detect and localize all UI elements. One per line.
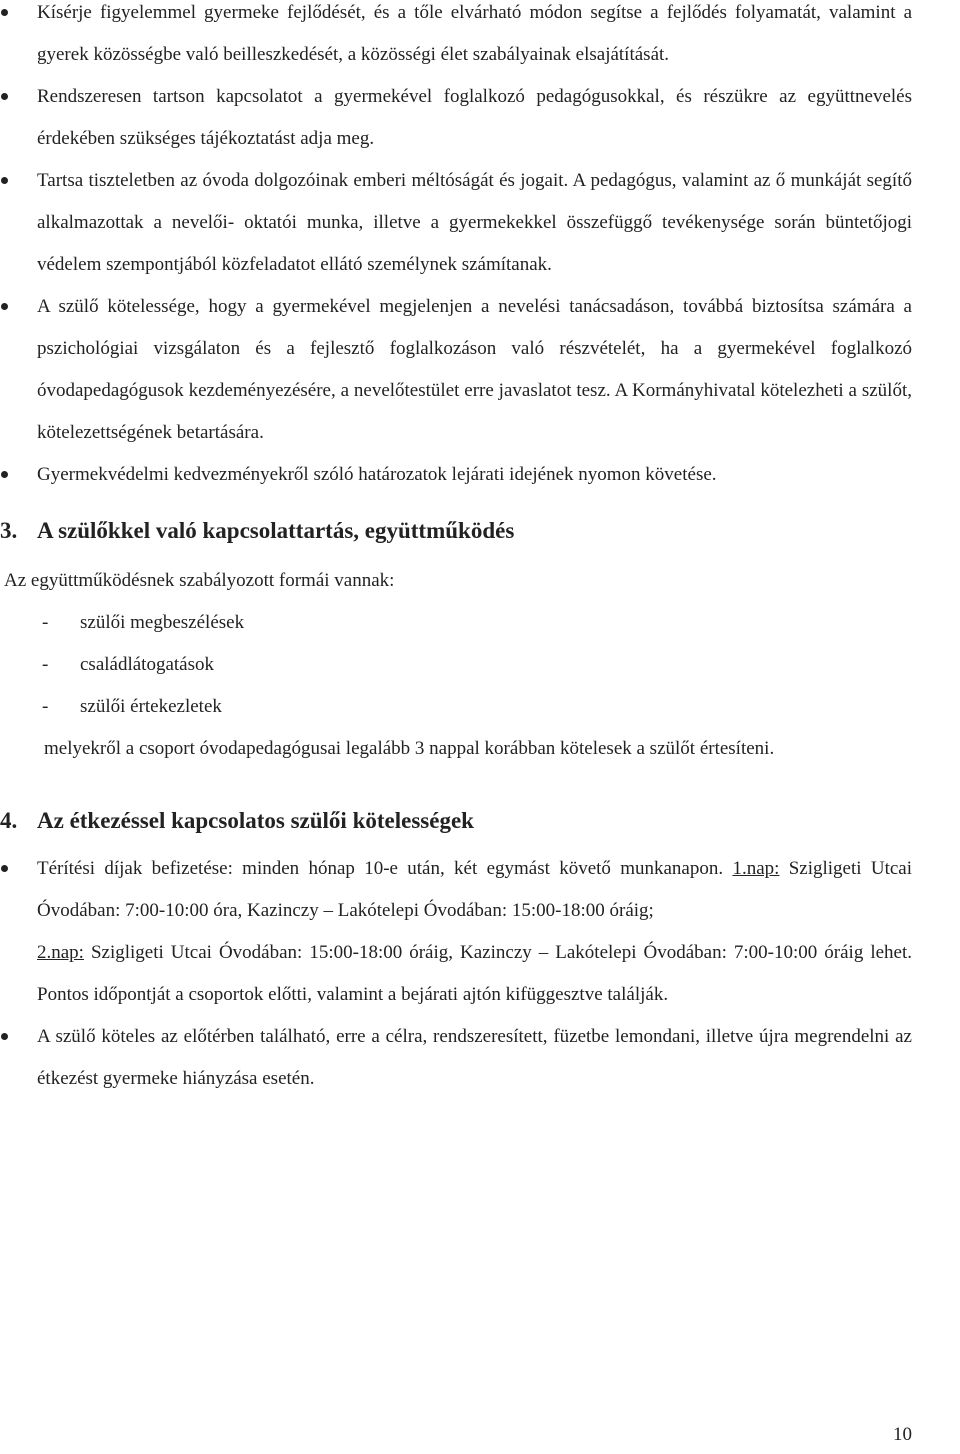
bullet-icon	[1, 303, 8, 310]
list-item-text: szülői értekezletek	[80, 696, 222, 717]
section-number: 3.	[0, 518, 18, 543]
dash-marker: -	[42, 612, 49, 633]
bullet-icon	[1, 471, 8, 478]
bullet-text: Rendszeresen tartson kapcsolatot a gyermekével foglalkozó pedagógusokkal, és részükre az együttnevelés érdekében szükséges tájékoztatást adja meg.	[37, 86, 912, 149]
list-item	[0, 686, 960, 728]
section-intro: Az együttműködésnek szabályozott formái vannak:	[4, 570, 395, 591]
list-item	[0, 602, 960, 644]
bullet-text: Tartsa tiszteletben az óvoda dolgozóinak emberi méltóságát és jogait. A pedagógus, valamint az ő munkáját segítő alkalmazottak a nevelői- oktatói munka, illetve a gyermekekkel összefüggő tevékenysége során büntetőjogi védelem szempontjából közfeladatot ellátó személynek számítanak.	[37, 170, 912, 275]
dash-marker: -	[42, 654, 49, 675]
fee-lead: Térítési díjak befizetése: minden hónap 10-e után, két egymást követő munkanapon.	[37, 858, 724, 879]
bullet-item	[0, 286, 960, 454]
bullet-text	[37, 848, 912, 1016]
day1-label: 1.nap:	[732, 858, 780, 879]
section-number: 4.	[0, 808, 18, 833]
bullet-item	[0, 848, 960, 1016]
day1-text: Szigligeti Utcai Óvodában: 7:00-10:00 óra, Kazinczy – Lakótelepi Óvodában: 15:00-18:00 óráig;	[37, 858, 912, 921]
list-item	[0, 644, 960, 686]
bullet-icon	[1, 1033, 8, 1040]
list-item-text: szülői megbeszélések	[80, 612, 245, 633]
section-heading-4	[0, 800, 960, 842]
list-item-text: családlátogatások	[80, 654, 215, 675]
bullet-item	[0, 1016, 960, 1100]
bullet-item	[0, 0, 960, 76]
bullet-icon	[1, 177, 8, 184]
section-title: Az étkezéssel kapcsolatos szülői kötelességek	[37, 808, 474, 833]
day2-text: Szigligeti Utcai Óvodában: 15:00-18:00 óráig, Kazinczy – Lakótelepi Óvodában: 7:00-10:00 óráig lehet. Pontos időpontját a csoportok előtti, valamint a bejárati ajtón kifüggesztve találják.	[37, 942, 912, 1005]
bullet-text: Kísérje figyelemmel gyermeke fejlődését, és a tőle elvárható módon segítse a fejlődés folyamatát, valamint a gyerek közösségbe való beilleszkedését, a közösségi élet szabályainak elsajátítását.	[37, 2, 912, 65]
bullet-item	[0, 454, 960, 496]
page-number: 10	[893, 1424, 912, 1445]
day2-label: 2.nap:	[37, 942, 84, 963]
section-heading-3	[0, 510, 960, 552]
dash-marker: -	[42, 696, 49, 717]
bullet-text: A szülő köteles az előtérben található, erre a célra, rendszeresített, füzetbe lemondani, illetve újra megrendelni az étkezést gyermeke hiányzása esetén.	[37, 1026, 912, 1089]
bullet-text: A szülő kötelessége, hogy a gyermekével megjelenjen a nevelési tanácsadáson, továbbá biztosítsa számára a pszichológiai vizsgálaton és a fejlesztő foglalkozáson való részvételét, ha a gyermekével foglalkozó óvodapedagógusok kezdeményezésére, a nevelőtestület erre javaslatot tesz. A Kormányhivatal kötelezheti a szülőt, kötelezettségének betartására.	[37, 296, 912, 443]
bullet-icon	[1, 9, 8, 16]
section-title: A szülőkkel való kapcsolattartás, együttműködés	[37, 518, 515, 543]
bullet-text: Gyermekvédelmi kedvezményekről szóló határozatok lejárati idejének nyomon követése.	[37, 464, 717, 485]
section-tail-text: melyekről a csoport óvodapedagógusai legalább 3 nappal korábban kötelesek a szülőt értesíteni.	[44, 738, 775, 759]
bullet-icon	[1, 865, 8, 872]
bullet-icon	[1, 93, 8, 100]
bullet-item	[0, 160, 960, 286]
bullet-item	[0, 76, 960, 160]
